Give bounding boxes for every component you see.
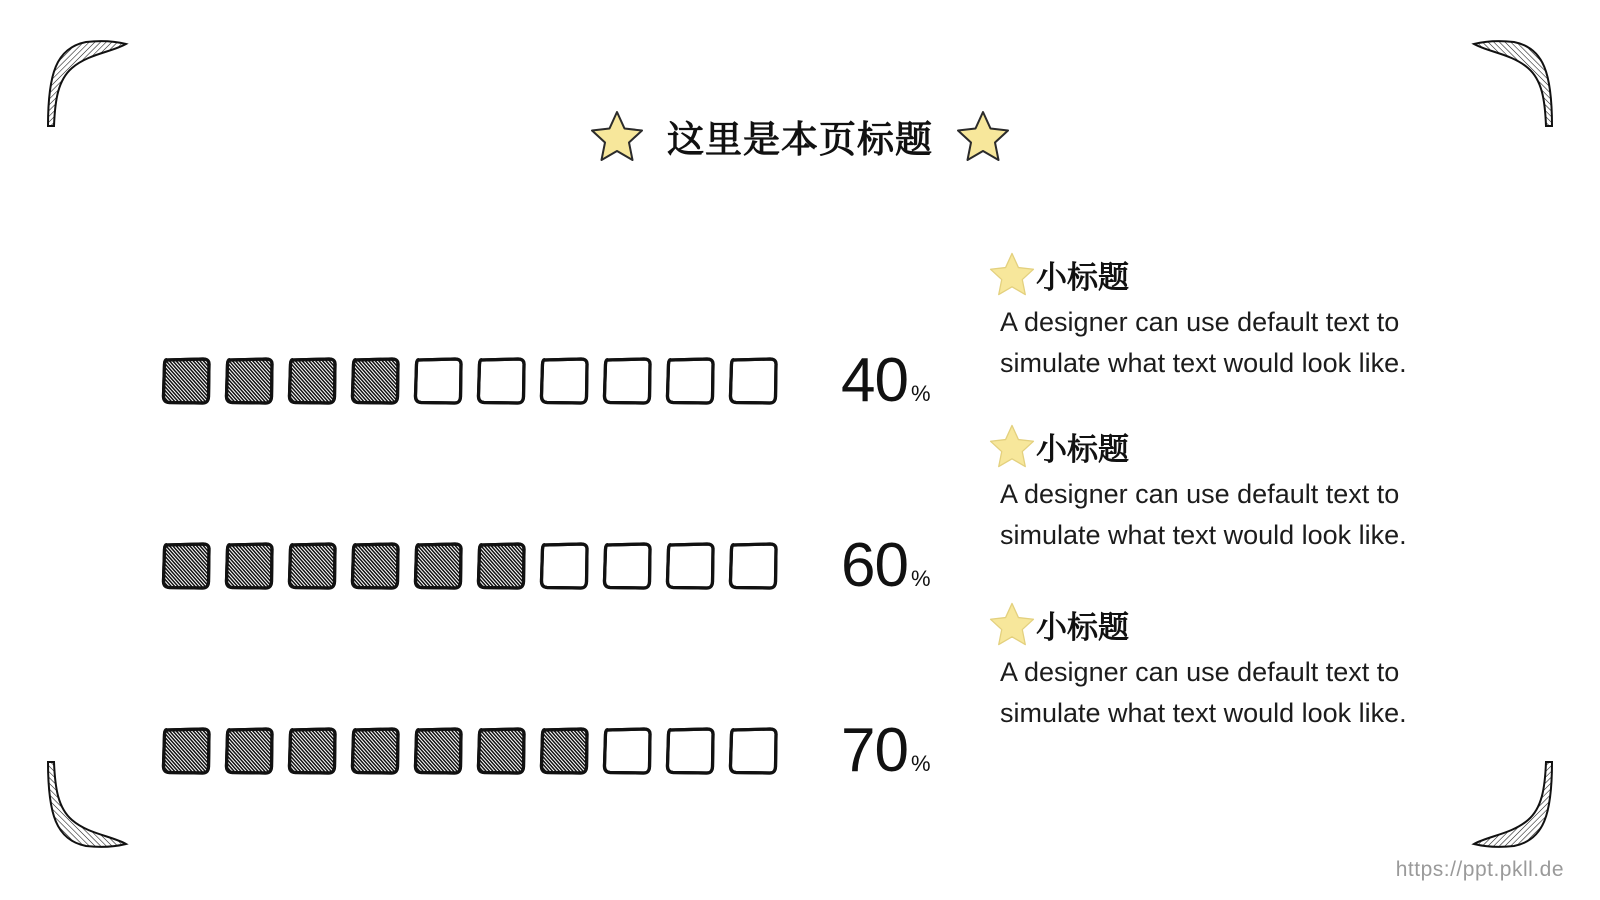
star-icon bbox=[589, 108, 645, 164]
progress-value bbox=[841, 530, 931, 600]
progress-value-unit: % bbox=[910, 565, 931, 591]
progress-block-empty bbox=[538, 355, 590, 407]
content-area bbox=[0, 240, 1600, 840]
progress-block-empty bbox=[475, 355, 527, 407]
progress-chart bbox=[160, 288, 950, 843]
footer-url: https://ppt.pkll.de bbox=[1395, 858, 1564, 881]
progress-block-empty bbox=[664, 540, 716, 592]
progress-block-empty bbox=[601, 725, 653, 777]
description-block bbox=[1000, 250, 1420, 384]
progress-block-empty bbox=[538, 540, 590, 592]
progress-block-filled bbox=[538, 725, 590, 777]
description-title: 小标题 bbox=[1036, 259, 1129, 295]
star-icon bbox=[988, 422, 1036, 470]
progress-value-unit: % bbox=[910, 380, 931, 406]
progress-block-filled bbox=[286, 725, 338, 777]
progress-value bbox=[841, 345, 931, 415]
progress-block-filled bbox=[160, 355, 212, 407]
description-body: A designer can use default text to simulate what text would look like. bbox=[1000, 307, 1407, 379]
progress-block-empty bbox=[412, 355, 464, 407]
progress-row bbox=[160, 658, 950, 843]
progress-block-filled bbox=[286, 540, 338, 592]
description-heading bbox=[1000, 422, 1420, 470]
description-heading bbox=[1000, 600, 1420, 648]
star-icon bbox=[955, 108, 1011, 164]
progress-blocks bbox=[160, 540, 779, 592]
progress-block-empty bbox=[601, 355, 653, 407]
description-title: 小标题 bbox=[1036, 431, 1129, 467]
description-body: A designer can use default text to simulate what text would look like. bbox=[1000, 657, 1407, 729]
progress-value bbox=[841, 715, 931, 785]
progress-row bbox=[160, 473, 950, 658]
progress-blocks bbox=[160, 355, 779, 407]
progress-block-empty bbox=[664, 355, 716, 407]
progress-block-filled bbox=[475, 540, 527, 592]
progress-block-filled bbox=[160, 540, 212, 592]
progress-row bbox=[160, 288, 950, 473]
star-icon bbox=[988, 600, 1036, 648]
progress-block-filled bbox=[349, 540, 401, 592]
progress-block-filled bbox=[223, 355, 275, 407]
description-title: 小标题 bbox=[1036, 609, 1129, 645]
progress-block-empty bbox=[727, 725, 779, 777]
description-heading bbox=[1000, 250, 1420, 298]
progress-block-filled bbox=[349, 355, 401, 407]
progress-value-number: 60 bbox=[841, 530, 908, 600]
description-block bbox=[1000, 422, 1420, 556]
progress-block-filled bbox=[349, 725, 401, 777]
progress-block-filled bbox=[475, 725, 527, 777]
progress-block-filled bbox=[286, 355, 338, 407]
progress-block-empty bbox=[664, 725, 716, 777]
progress-blocks bbox=[160, 725, 779, 777]
page-title: 这里是本页标题 bbox=[667, 119, 933, 160]
progress-block-filled bbox=[412, 540, 464, 592]
progress-block-filled bbox=[223, 725, 275, 777]
progress-block-filled bbox=[223, 540, 275, 592]
progress-block-empty bbox=[727, 540, 779, 592]
progress-value-number: 40 bbox=[841, 345, 908, 415]
page-title-row bbox=[0, 108, 1600, 164]
description-block bbox=[1000, 600, 1420, 734]
progress-block-filled bbox=[160, 725, 212, 777]
description-body: A designer can use default text to simulate what text would look like. bbox=[1000, 479, 1407, 551]
progress-value-number: 70 bbox=[841, 715, 908, 785]
star-icon bbox=[988, 250, 1036, 298]
progress-block-empty bbox=[601, 540, 653, 592]
progress-block-empty bbox=[727, 355, 779, 407]
progress-value-unit: % bbox=[910, 750, 931, 776]
progress-block-filled bbox=[412, 725, 464, 777]
